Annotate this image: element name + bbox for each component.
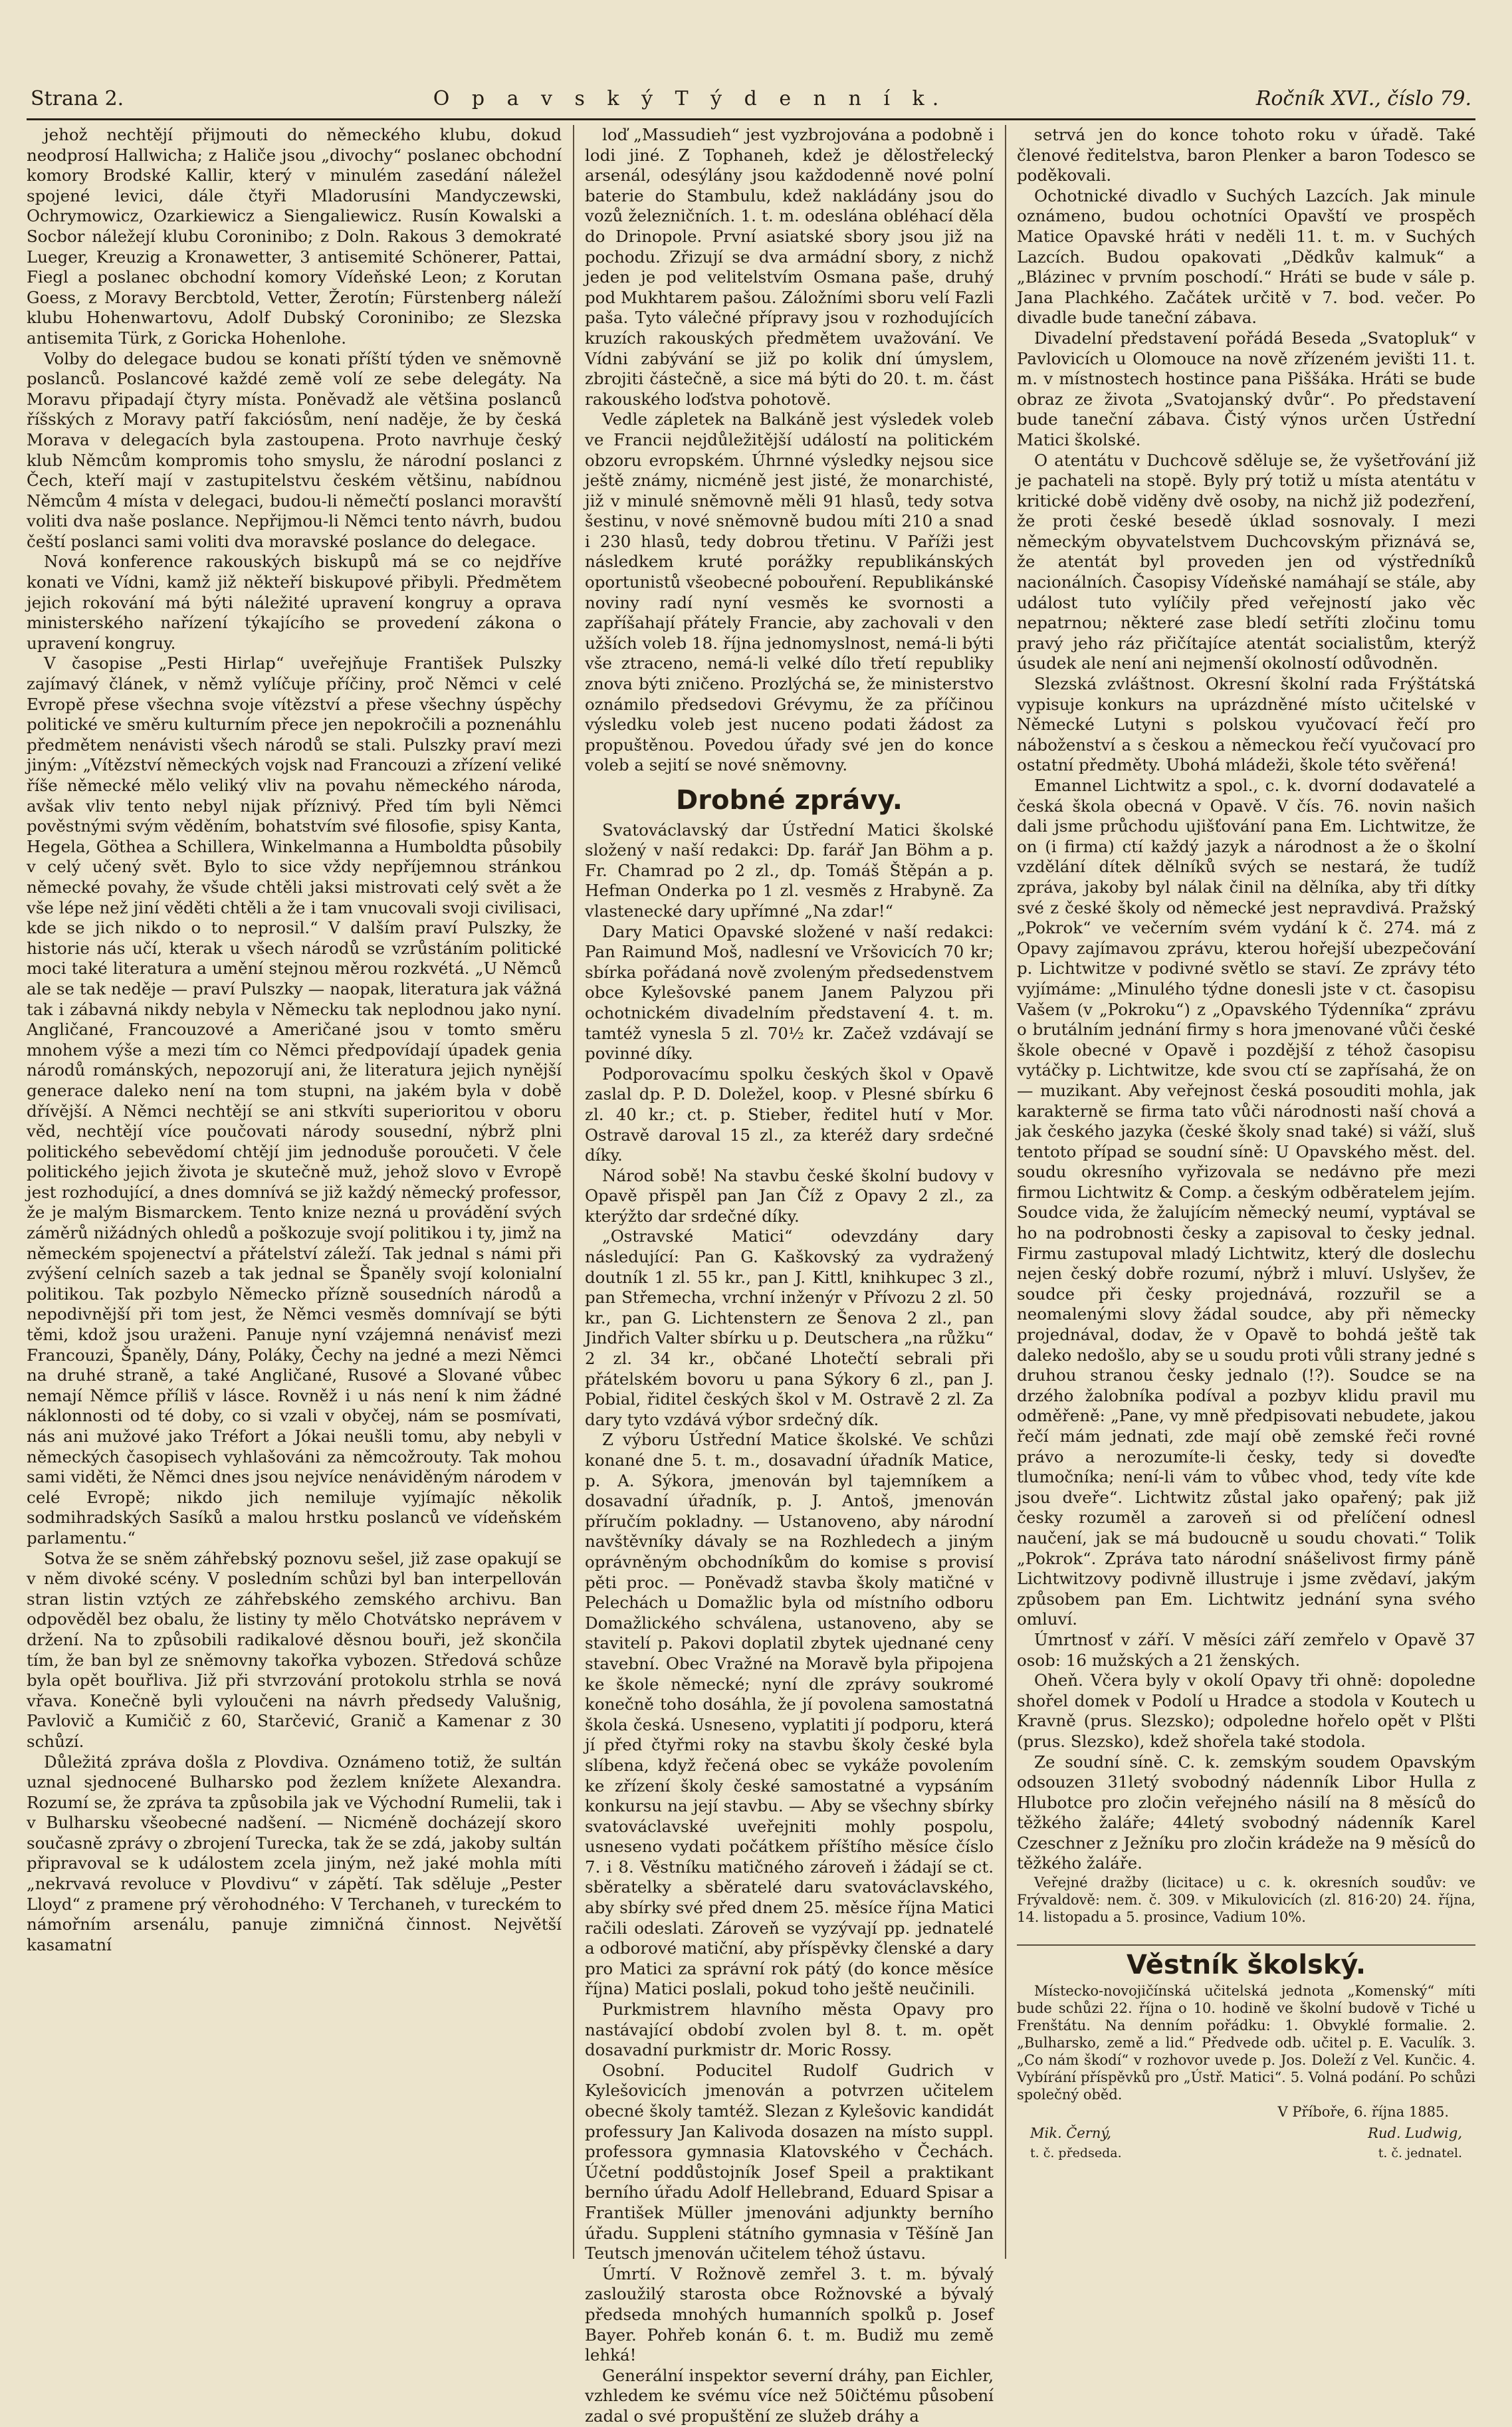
news-item: Úmrtí. V Rožnově zemřel 3. t. m. bývalý zasloužilý starosta obce Rožnovské a bývalý předseda mnohých humanních spolků p. Josef Bayer. Pohřeb konán 6. t. m. Budiž mu země lehká! [585, 2263, 994, 2365]
news-item: Podporovacímu spolku českých škol v Opavě zaslal dp. P. D. Doležel, koop. v Plesné sbírku 6 zl. 40 kr.; ct. p. Stieber, ředitel hutí v Mor. Ostravě daroval 15 zl., za kteréž dary srdečné díky. [585, 1064, 994, 1165]
column-divider [1005, 125, 1006, 2259]
news-item: Ochotnické divadlo v Suchých Lazcích. Jak minule oznámeno, budou ochotníci Opavští ve prospěch Matice Opavské hráti v neděli 11. t. m. v Suchých Lazcích. Budou opakovati „Dědkův kalmuk“ a „Blázinec v prvním poschodí.“ Hráti se bude v sále p. Jana Plachkého. Začátek určitě v 7. bod. večer. Po divadle bude taneční zábava. [1017, 185, 1475, 328]
page-header [27, 78, 1475, 120]
news-item: Svatováclavský dar Ústřední Matici školské složený v naší redakci: Dp. farář Jan Böhm a p. Fr. Chamrad po 2 zl., dp. Tomáš Štěpán a p. Hefman Onderka po 1 zl. vesměs z Hrabyně. Za vlastenecké dary upřímné „Na zdar!“ [585, 820, 994, 921]
news-item: Emannel Lichtwitz a spol., c. k. dvorní dodavatelé a česká škola obecná v Opavě. V čís. 76. novin našich dali jsme průchodu ujišťování pana Em. Lichtwitze, že on (i firma) ctí každý jazyk a národnost a že o školní vzdělání dítek dělníků svých se nestará, že tudíž zpráva, jakoby byl nálak činil na dělníka, aby tři dítky své z české školy od německé jest nepravdivá. Pražský „Pokrok“ ve večerním svém vydání k č. 274. má z Opavy zajímavou zprávu, kterou hořejší ubezpečování p. Lichtwitze v podivné světlo se staví. Ze zprávy této vyjímáme: „Minulého týdne donesli jste v ct. časopisu Vašem (v „Pokroku“) z „Opavského Týdenníka“ zprávu o brutálním jednání firmy s hora jmenované vůči české škole obecné v Opavě i pozdější z téhož časopisu vytáčky p. Lichtwitze, kde svou ctí se zapřísahá, že on — muzikant. Aby veřejnost česká posouditi mohla, jak karakterně se firma tato vůči národnosti naší chová a jak českého jazyka (české školy snad také) si váží, sluš tentoto případ se soudní síně: U Opavského měst. del. soudu okresního vyřizovala se nedávno pře mezi firmou Lichtwitz & Comp. a českým odběratelem jejím. Soudce vida, že žalujícím německý neumí, vyptával se ho na podrobnosti česky a zapisoval to česky jednal. Firmu zastupoval mladý Lichtwitz, který dle doslechu nejen český dobře rozumí, nýbrž i mluví. Uslyšev, že soudce při česky projednává, rozzuřil se a neomalenými slovy žádal soudce, aby při německy projednával, dodav, že v Opavě to bohdá ještě tak daleko nedošlo, aby se u soudu proti vůli strany jedné s druhou stranou česky jednalo (!?). Soudce se na drzého žalobníka podíval a pozbyv klidu pravil mu odměřeně: „Pane, vy mně předpisovati nebudete, jakou řečí mám jednati, zde mají obě zemské řeči rovné právo a nerozumíte-li česky, tedy si doveďte tlumočníka; není-li vám to vůbec vhod, tedy víte kde jsou dveře“. Lichtwitz zůstal jako opařený; pak již česky rozuměl a zaroveň si od přelíčení odnesl naučení, jak se má budoucně u soudu chovati.“ Tolik „Pokrok“. Zpráva tato národní snášelivost firmy páně Lichtwitzovy podivně illustruje i jsme zvědaví, jakým způsobem pan Em. Lichtwitz jednání syna svého omluví. [1017, 776, 1475, 1629]
news-item: Úmrtnosť v září. V měsíci září zemřelo v Opavě 37 osob: 16 mužských a 21 ženských. [1017, 1629, 1475, 1670]
article-paragraph: Vedle zápletek na Balkáně jest výsledek voleb ve Francii nejdůležitější událostí na politickém obzoru evropském. Úhrnné výsledky nejsou sice ještě známy, nicméně jest jisté, že monarchisté, již v minulé sněmovně měli 91 hlasů, tedy sotva šestinu, v nové sněmovně budou míti 210 a snad i 230 hlasů, tedy dobrou třetinu. V Paříži jest následkem kruté porážky republikánských oportunistů všeobecné pobouření. Republikánské noviny radí nyní vesměs ke svornosti a zapříšahají přátely Francie, aby zachovali v den užších voleb 18. října jednomyslnost, nemá-li býti vše ztraceno, nemá-li velké dílo třetí republiky znova býti zničeno. Prozlýchá se, že ministerstvo oznámilo předsedovi Grévymu, že za příčinou výsledku voleb jest nuceno podati žádost za propuštěnou. Povedou úřady své jen do konce voleb a sejití se nové sněmovny. [585, 409, 994, 775]
dateline: V Příboře, 6. října 1885. [1277, 2103, 1449, 2120]
news-item: Dary Matici Opavské složené v naší redakci: Pan Raimund Moš, nadlesní ve Vršovicích 70 kr; sbírka pořádaná nově zvoleným předsedenstvem obce Kylešovské panem Janem Palyzou při ochotnickém divadelním představení 4. t. m. tamtéž vynesla 5 zl. 70½ kr. Začež vzdávají se povinné díky. [585, 921, 994, 1064]
signature-right: Rud. Ludwig, [1368, 2125, 1462, 2141]
page-number: Strana 2. [31, 86, 124, 110]
news-item: Generální inspektor severní dráhy, pan Eichler, vzhledem ke svému více než 50ičtému působení zadal o své propuštění ze služeb dráhy a [585, 2365, 994, 2426]
news-item: Oheň. Včera byly v okolí Opavy tři ohně: dopoledne shořel domek v Podolí u Hradce a stodola v Koutech u Kravně (prus. Slezsko); odpoledne hořelo opět v Plšti (prus. Slezsko), kdež shořela také stodola. [1017, 1671, 1475, 1751]
issue-number: Ročník XVI., číslo 79. [1255, 86, 1471, 110]
signatures [1017, 2123, 1475, 2144]
signature-left: Mik. Černý, [1030, 2125, 1112, 2141]
article-paragraph: Důležitá zpráva došla z Plovdiva. Oznámeno totiž, že sultán uznal sjednocené Bulharsko pod žezlem knížete Alexandra. Rozumí se, že zpráva ta způsobila jak ve Východní Rumelii, tak i v Bulharsku všeobecné nadšení. — Nicméně docházejí skoro současně zprávy o zbrojení Turecka, tak že se zdá, jakoby sultán připravoval se k událostem zcela jiným, než jaké mohla míti „nekrvavá revoluce v Plovdivu“ v zápětí. Tak sděluje „Pester Lloyd“ z pramene prý věrohodného: V Terchaneh, v tureckém to námořním arsenálu, panuje zimničná činnost. Největší kasamatní [27, 1752, 562, 1954]
article-paragraph: loď „Massudieh“ jest vyzbrojována a podobně i lodi jiné. Z Tophaneh, kdež je dělostřelecký arsenál, odesýlány jsou každodenně nové polní baterie do Stambulu, kdež nakládány jsou do vozů železničních. 1. t. m. odeslána obléhací děla do Drinopole. První asiatské sbory jsou již na pochodu. Zřizují se dva armádní sbory, z nichž jeden je pod velitelstvím Osmana paše, druhý pod Mukhtarem pašou. Záložními sboru velí Fazli paša. Tyto válečné přípravy jsou v rozhodujících kruzích rakouských předmětem uvažování. Ve Vídni zabývání se již po kolik dní úmyslem, zbrojiti částečně, a sice má býti do 20. t. m. část rakouského loďstva pohotově. [585, 125, 994, 409]
news-item: Ze soudní síně. C. k. zemským soudem Opavským odsouzen 31letý svobodný nádenník Libor Hulla z Hlubotce pro zločin veřejného násilí na 8 měsíců do těžkého žaláře; 44letý svobodný nádenník Karel Czeschner z Ježníku pro zločin krádeže na 9 měsíců do těžkého žaláře. [1017, 1752, 1475, 1873]
role-right: t. č. jednatel. [1378, 2146, 1462, 2161]
school-notice: Místecko-novojičínská učitelská jednota „Komenský“ míti bude schůzi 22. října o 10. hodině ve školní budově v Tiché u Frenštátu. Na denním pořádku: 1. Obvyklé formalie. 2. „Bulharsko, země a lid.“ Předvede odb. učitel p. E. Vaculík. 3. „Co nám škodí“ v rozhovor uvede p. Jos. Doleží z Vel. Kunčic. 4. Vybírání příspěvků pro „Ústř. Matici“. 5. Volná podání. Po schůzi společný oběd. [1017, 1982, 1475, 2103]
article-paragraph: Volby do delegace budou se konati příští týden ve sněmovně poslanců. Poslancové každé země volí ze sebe delegáty. Na Moravu připadají čtyry místa. Poněvadž ale většina poslanců říšských z Moravy patří fakciósům, není naděje, že by česká Morava v delegacích byla zastoupena. Proto navrhuje český klub Němcům kompromis toho smyslu, že národní poslanci z Čech, kteří mají v zastupitelstvu českém většinu, nabídnou Němcům 4 místa v delegaci, budou-li němečtí poslanci moravští voliti dva naše poslance. Nepřijmou-li Němci tento návrh, budou čeští poslanci sami voliti dva moravské poslance do delegace. [27, 348, 562, 551]
news-item: „Ostravské Matici“ odevzdány dary následující: Pan G. Kaškovský za vydražený doutník 1 zl. 55 kr., pan J. Kittl, knihkupec 3 zl., pan Střemecha, vrchní inženýr v Přívozu 2 zl. 50 kr., pan G. Lichtenstern ze Šenova 2 zl., pan Jindřich Valter sbírku u p. Deutschera „na růžku“ 2 zl. 34 kr., občané Lhotečtí sebrali při přátelském bovoru u pana Sýkory 6 zl., pan J. Pobial, řiditel českých škol v M. Ostravě 2 zl. Za dary tyto vzdává výbor srdečný dík. [585, 1226, 994, 1429]
column-divider [573, 125, 574, 2259]
news-item: Národ sobě! Na stavbu české školní budovy v Opavě přispěl pan Jan Číž z Opavy 2 zl., za kterýžto dar srdečné díky. [585, 1165, 994, 1226]
column-1 [27, 125, 562, 2259]
news-item: Purkmistrem hlavního města Opavy pro nastávající období zvolen byl 8. t. m. opět dosavadní purkmistr dr. Moric Rossy. [585, 2000, 994, 2060]
article-paragraph: Nová konference rakouských biskupů má se co nejdříve konati ve Vídni, kamž již někteří biskupové přibyli. Předmětem jejich rokování má býti náležité upravení kongruy a oprava ministerského nařízení týkajícího se provedení zákona o upravení kongruy. [27, 552, 562, 653]
column-3 [1017, 125, 1475, 2259]
article-paragraph: jehož nechtějí přijmouti do německého klubu, dokud neodprosí Hallwicha; z Haliče jsou „divochy“ poslanec obchodní komory Brodské Kallir, který v minulém zasedání náležel spojené levici, dále čtyři Mladorusíni Mandyczewski, Ochrymowicz, Ozarkiewicz a Siengaliewicz. Rusín Kowalski a Socbor náležejí klubu Coroninibo; z Doln. Rakous 3 demokraté Lueger, Kreuzig a Kronawetter, 3 antisemité Schönerer, Pattai, Fiegl a poslanec obchodní komory Vídeňské Leon; z Korutan Goess, z Moravy Bercbtold, Vetter, Žerotín; Fürstenberg náleží klubu Hohenwartovu, Adolf Dubský Coroninibo; ze Slezska antisemita Türk, z Goricka Hohenlohe. [27, 125, 562, 348]
article-paragraph: Sotva že se sněm záhřebský poznovu sešel, již zase opakují se v něm divoké scény. V posledním schůzi byl ban interpellován stran listin vztých ze záhřebského zemského archivu. Ban odpověděl bez obalu, že listiny ty mělo Chotvátsko neprávem v držení. Na to způsobili radikalové děsnou bouři, jež skončila tím, že ban byl ze sněmovny takořka vybozen. Středová schůze byla opět bouřliva. Již při stvrzování protokolu strhla se nová vřava. Konečně byli vyloučeni na návrh předsedy Valušnig, Pavlovič a Kumičič z 60, Starčević, Granič a Kamenar z 30 schůzí. [27, 1548, 562, 1751]
news-item: setrvá jen do konce tohoto roku v úřadě. Také členové ředitelstva, baron Plenker a baron Todesco se poděkovali. [1017, 125, 1475, 185]
news-item: Osobní. Poducitel Rudolf Gudrich v Kylešovicích jmenován a potvrzen učitelem obecné školy tamtéž. Slezan z Kylešovic kandidát professury Jan Kalivoda dosazen na místo suppl. professora gymnasia Klatovského v Čechách. Účetní poddůstojník Josef Speil a praktikant berního úřadu Adolf Hellebrand, Eduard Spisar a František Müller jmenováni adjunkty berního úřadu. Suppleni státního gymnasia v Těšíně Jan Teutsch jmenován učitelem téhož ústavu. [585, 2060, 994, 2263]
section-heading-vestnik: Věstník školský. [1017, 1944, 1475, 1976]
role-left: t. č. předseda. [1030, 2146, 1122, 2161]
article-paragraph: V časopise „Pesti Hirlap“ uveřejňuje František Pulszky zajímavý článek, v němž vylíčuje příčiny, proč Němci v celé Evropě přese všechna svoje vítězství a přese všechny úspěchy politické ve směru kulturním přece jen nepokročili a poznenáhlu předmětem nenávisti všech národů se stali. Pulszky praví mezi jiným: „Vítězství německých vojsk nad Francouzi a zřízení veliké říše německé mělo veliký vliv na povahu německého národa, avšak vliv tento nebyl nijak příznivý. Před tím byli Němci pověstnými svým věděním, bohatstvím své filosofie, spisy Kanta, Hegela, Göthea a Schillera, Winkelmanna a Humboldta působily v celý učený svět. Bylo to sice vždy nepříjemnou stránkou německé povahy, že všude chtěli jaksi mistrovati celý svět a že vše lépe než jiní věděti chtěli a že i tam vnucovali svoji civilisaci, kde se jich nikdo o to neprosil.“ V dalším praví Pulszky, že historie nás učí, kterak u všech národů se vzrůstáním politické moci také literatura a umění stejnou měrou rozkvétá. „U Němců ale se tak neděje — praví Pulszky — naopak, literatura jak vážná tak i zábavná nikdy nebyla v Německu tak neplodnou jako nyní. Angličané, Francouzové a Američané jsou v tomto směru mnohem výše a mezi tím co Němci předpovídají úpadek genia národů románských, nepozorují ani, že literatura jejich nynější generace daleko není na tom stupni, na jakém byla v době dřívější. A Němci nechtějí se ani stkvíti superioritou v oboru věd, nechtějí více poučovati národy sousední, nýbrž plni politického sebevědomí chtějí jim jednoduše poroučeti. V čele politického jejich života je skutečně muž, jehož slovo v Evropě jest rozhodující, a dnes domnívá se již každý německý professor, že je malým Bismarckem. Tento knize nezná u provádění svých záměrů nižádných ohledů a poškozuje svojí politikou i ty, jimž na německém spojenectví a přátelství záleží. Tak jednal s námi při zvýšení celních sazeb a tak jednal se Španěly svojí kolonialní politikou. Tak pozbylo Německo přízně sousedních národů a nepodivnější při tom jest, že Němci vesměs domnívají se býti těmi, kdož jsou uraženi. Panuje nyní vzájemná nenávisť mezi Francouzi, Španěly, Dány, Poláky, Čechy na jedné a mezi Němci na druhé straně, a také Angličané, Rusové a Slované vůbec nemají Němce příliš v lásce. Rovněž i u nás není k nim žádné náklonnosti od té doby, co si vzali v obyčej, nám se posmívati, nás ani mužové jako Tréfort a Jókai neušli tomu, aby nebyli v německých časopisech vyhlašováni za němcožrouty. Tak mohou sami viděti, že Němci dnes jsou nejvíce nenáviděným národem v celé Evropě; nikdo jich nemiluje vyjímajíc několik sodmihradských Sasíků a malou hrstku poslanců ve vídeňském parlamentu.“ [27, 653, 562, 1548]
news-item: Divadelní představení pořádá Beseda „Svatopluk“ v Pavlovicích u Olomouce na nově zřízeném jevišti 11. t. m. v místnostech hostince pana Piššáka. Hráti se bude obraz ze života „Svatojanský dvůr“. Po představení bude taneční zábava. Čistý výnos určen Ústřední Matici školské. [1017, 328, 1475, 449]
column-2 [585, 125, 994, 2426]
news-item: Z výboru Ústřední Matice školské. Ve schůzi konané dne 5. t. m., dosavadní úřadník Matice, p. A. Sýkora, jmenován byl tajemníkem a dosavadní úřadník, p. J. Antoš, jmenován příručím pokladny. — Ustanoveno, aby národní navštěvníky dávaly se na Rozhledech a jiným oprávněným obchodníkům do komise s provisí pěti proc. — Poněvadž stavba školy matičné v Pelechách u Domažlic byla od místního odboru Domažlického schválena, ustanoveno, aby se stavitelí p. Pakovi doplatil zbytek ujednané ceny stavební. Obec Vražné na Moravě byla připojena ke škole německé; nyní dle zprávy soukromé konečně toho dosáhla, že jí povolena samostatná škola česká. Usneseno, vyplatiti jí podporu, která jí před čtyřmi roky na stavbu školy české byla slíbena, když řečená obec se vykáže povolením ke zřízení školy české samostatné a vypsáním konkursu na její stavbu. — Aby se všechny sbírky svatováclavské uveřejniti mohly pospolu, usneseno vydati počátkem příštího měsíce číslo 7. i 8. Věstníku matičného zároveň i žádají se ct. sběratelky a sběratelé daru svatováclavského, aby sbírky své před dnem 25. měsíce října Matici račili odeslati. Zároveň se vyzývají pp. jednatelé a odborové matiční, aby příspěvky členské a dary pro Matici za správní rok pátý (do konce měsíce října) Matici poslali, pokud toho ještě neučinili. [585, 1430, 994, 1999]
newspaper-title: O p a v s k ý T ý d e n n í k. [433, 86, 947, 110]
auction-notice: Veřejné dražby (licitace) u c. k. okresních soudův: ve Frývaldově: nem. č. 309. v Mikulovicích (zl. 816·20) 24. října, 14. listopadu a 5. prosince, Vadium 10%. [1017, 1875, 1475, 1926]
signature-roles [1017, 2143, 1475, 2164]
section-heading: Drobné zprávy. [676, 785, 903, 816]
news-item: O atentátu v Duchcově sděluje se, že vyšetřování již je pachateli na stopě. Byly prý totiž u místa atentátu v kritické době viděny dvě osoby, na nichž již podezření, že proti české besedě úklad sosnovaly. I mezi německým obyvatelstvem Duchcovským přiznává se, že atentát byl proveden jen od výstředníků nacionálních. Časopisy Vídeňské namáhají se stále, aby událost tuto vylíčily před veřejností jako věc nepatrnou; některé zase bledí setříti zločinu tomu pravý jeho ráz přičítajíce atentát socialistům, kterýž úsudek ale není ani nejmenší okolností odůvodněn. [1017, 450, 1475, 673]
news-item: Slezská zvláštnost. Okresní školní rada Frýštátská vypisuje konkurs na uprázdněné místo učitelské v Německé Lutyni s polskou vyučovací řečí pro náboženství a s českou a německou řečí vyučovací pro ostatní předměty. Ubohá mládeži, škole této svěřená! [1017, 674, 1475, 775]
